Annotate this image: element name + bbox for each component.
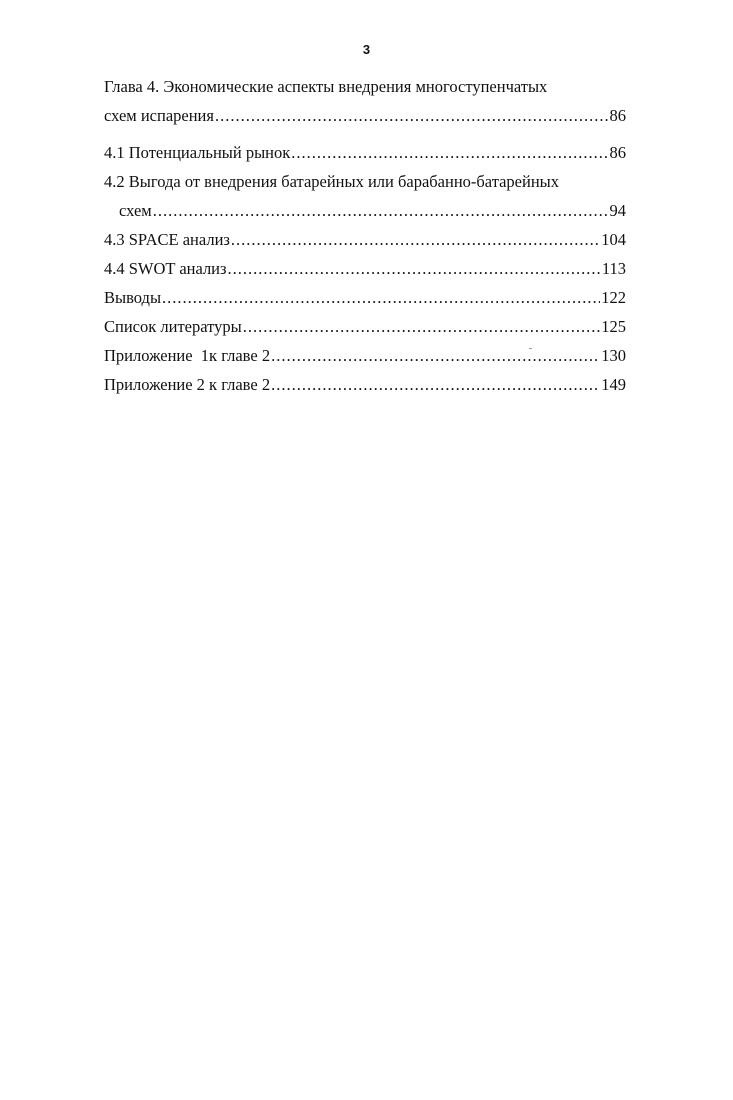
- toc-entry-label: 4.3 SPACE анализ: [104, 230, 230, 249]
- dot-leader: [243, 312, 601, 341]
- dot-leader: [153, 196, 609, 225]
- dot-leader: [231, 225, 600, 254]
- toc-entry-label: 4.4 SWOT анализ: [104, 259, 227, 278]
- toc-page-number: 122: [601, 288, 626, 307]
- dot-leader: [162, 283, 600, 312]
- toc-entry-references[interactable]: [104, 312, 626, 341]
- dot-leader: [291, 138, 608, 167]
- toc-entry-label: схем испарения: [104, 106, 214, 125]
- table-of-contents: [104, 72, 626, 399]
- toc-page-number: 113: [601, 259, 626, 278]
- toc-entry-label: Приложение 1к главе 2: [104, 346, 271, 365]
- toc-page-number: 104: [601, 230, 626, 249]
- toc-entry-title: Глава 4. Экономические аспекты внедрения многоступенчатых: [104, 77, 548, 96]
- dot-leader: [271, 370, 600, 399]
- toc-entry-4-1[interactable]: [104, 138, 626, 167]
- page-number: 3: [362, 42, 371, 57]
- dot-leader: [228, 254, 601, 283]
- toc-page-number: 149: [601, 375, 626, 394]
- toc-entry-chapter-4[interactable]: [104, 72, 626, 130]
- toc-entry-label: Список литературы: [104, 317, 242, 336]
- toc-entry-title: 4.2 Выгода от внедрения батарейных или барабанно-батарейных: [104, 172, 560, 191]
- toc-entry-label: Выводы: [104, 288, 162, 307]
- toc-entry-4-2[interactable]: [104, 167, 626, 225]
- toc-page-number: 86: [609, 106, 626, 125]
- toc-entry-label: схем: [119, 201, 152, 220]
- toc-entry-label: Приложение 2 к главе 2: [104, 375, 271, 394]
- toc-page-number: 125: [601, 317, 626, 336]
- dot-leader: [215, 101, 609, 130]
- toc-page-number: 130: [601, 346, 626, 365]
- toc-entry-appendix-2[interactable]: [104, 370, 626, 399]
- toc-entry-4-3[interactable]: [104, 225, 626, 254]
- toc-page-number: 86: [609, 143, 626, 162]
- toc-entry-appendix-1[interactable]: [104, 341, 626, 370]
- toc-entry-4-4[interactable]: [104, 254, 626, 283]
- scan-speck: [529, 348, 532, 349]
- toc-page-number: 94: [609, 201, 626, 220]
- toc-entry-conclusions[interactable]: [104, 283, 626, 312]
- toc-entry-label: 4.1 Потенциальный рынок: [104, 143, 291, 162]
- dot-leader: [271, 341, 600, 370]
